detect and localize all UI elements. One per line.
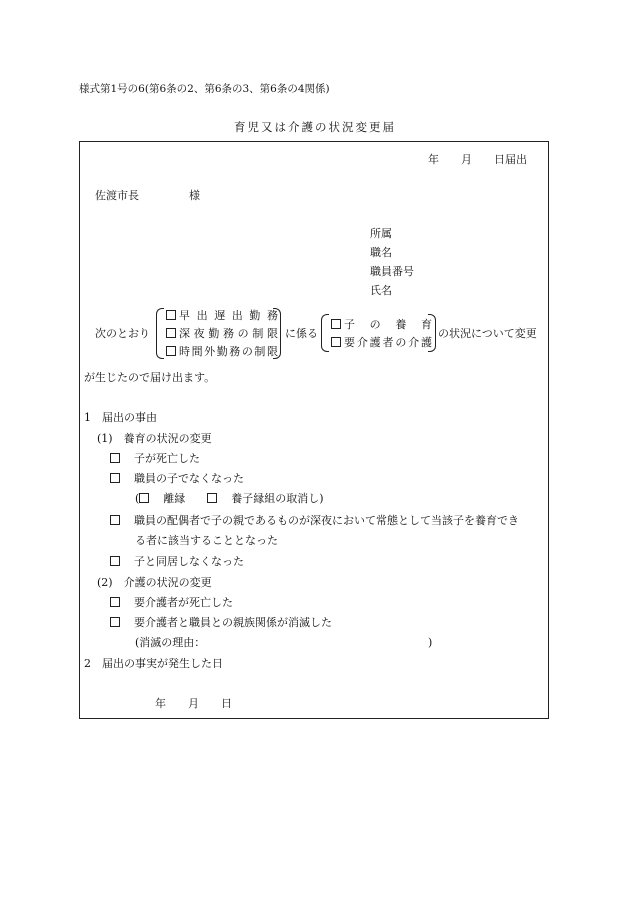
kinship-reason-close: ): [428, 636, 433, 649]
care-option-nursing[interactable]: 要介護者の介護: [331, 336, 432, 350]
left-bracket: [321, 314, 329, 352]
checkbox-icon[interactable]: [207, 493, 217, 503]
duty-option-overtime-limit[interactable]: 時間外勤務の制限: [166, 345, 278, 359]
checkbox-icon[interactable]: [110, 556, 120, 566]
addressee-honorific: 様: [189, 189, 200, 202]
addressee-name: 佐渡市長: [95, 189, 139, 202]
right-bracket: [273, 308, 281, 359]
checkbox-icon[interactable]: [331, 319, 341, 329]
statement-tail: の状況について変更: [438, 327, 537, 340]
checkbox-icon[interactable]: [110, 473, 120, 483]
checkbox-icon[interactable]: [110, 597, 120, 607]
form-frame: [79, 141, 549, 719]
checkbox-icon[interactable]: [166, 310, 176, 320]
statement-continuation: が生じたので届け出ます。: [84, 371, 216, 384]
reason-child-died[interactable]: 子が死亡した: [110, 452, 200, 466]
kinship-reason-label: (消滅の理由：: [135, 636, 206, 649]
field-name[interactable]: 氏名: [370, 284, 392, 297]
reason-kinship-ended[interactable]: 要介護者と職員との親族関係が消滅した: [110, 616, 332, 630]
submission-date-line[interactable]: 年 月 日届出: [428, 153, 527, 166]
checkbox-icon[interactable]: [110, 617, 120, 627]
checkbox-icon[interactable]: [110, 515, 120, 525]
statement-lead: 次のとおり: [95, 327, 150, 340]
form-title: 育児又は介護の状況変更届: [234, 120, 396, 134]
care-option-childcare[interactable]: 子の養育: [331, 318, 432, 332]
reason-spouse-can-care-continued: る者に該当することとなった: [135, 534, 278, 547]
checkbox-icon[interactable]: [166, 328, 176, 338]
sub-option-dissolution[interactable]: 離縁: [163, 492, 186, 505]
reason-spouse-can-care[interactable]: 職員の配偶者で子の親であるものが深夜において常態として当該子を養育でき: [110, 514, 519, 528]
field-employee-number[interactable]: 職員番号: [370, 265, 414, 278]
reason-not-cohabiting[interactable]: 子と同居しなくなった: [110, 555, 244, 569]
duty-option-early-late[interactable]: 早出遅出勤務: [166, 309, 278, 323]
section1-heading: 1 届出の事由: [84, 411, 157, 424]
reason-not-employee-child[interactable]: 職員の子でなくなった: [110, 472, 244, 486]
checkbox-icon[interactable]: [166, 346, 176, 356]
right-bracket: [428, 314, 436, 352]
duty-option-night-limit[interactable]: 深夜勤務の制限: [166, 327, 278, 341]
adoption-sub-options: ( 離縁 養子縁組の取消し): [135, 492, 324, 505]
checkbox-icon[interactable]: [110, 453, 120, 463]
reason-care-recipient-died[interactable]: 要介護者が死亡した: [110, 596, 233, 610]
statement-connector: に係る: [285, 327, 318, 340]
left-bracket: [156, 308, 164, 359]
section2-heading: 2 届出の事実が発生した日: [84, 657, 223, 670]
sub-option-adoption-revoked[interactable]: 養子縁組の取消し: [231, 492, 320, 505]
sub1-heading: (1) 養育の状況の変更: [97, 432, 212, 445]
sub2-heading: (2) 介護の状況の変更: [97, 576, 212, 589]
checkbox-icon[interactable]: [331, 337, 341, 347]
checkbox-icon[interactable]: [139, 493, 149, 503]
field-affiliation[interactable]: 所属: [370, 227, 392, 240]
field-job-title[interactable]: 職名: [370, 246, 392, 259]
occurrence-date-line[interactable]: 年 月 日: [155, 697, 232, 710]
form-number: 様式第1号の6(第6条の2、第6条の3、第6条の4関係): [79, 83, 330, 95]
